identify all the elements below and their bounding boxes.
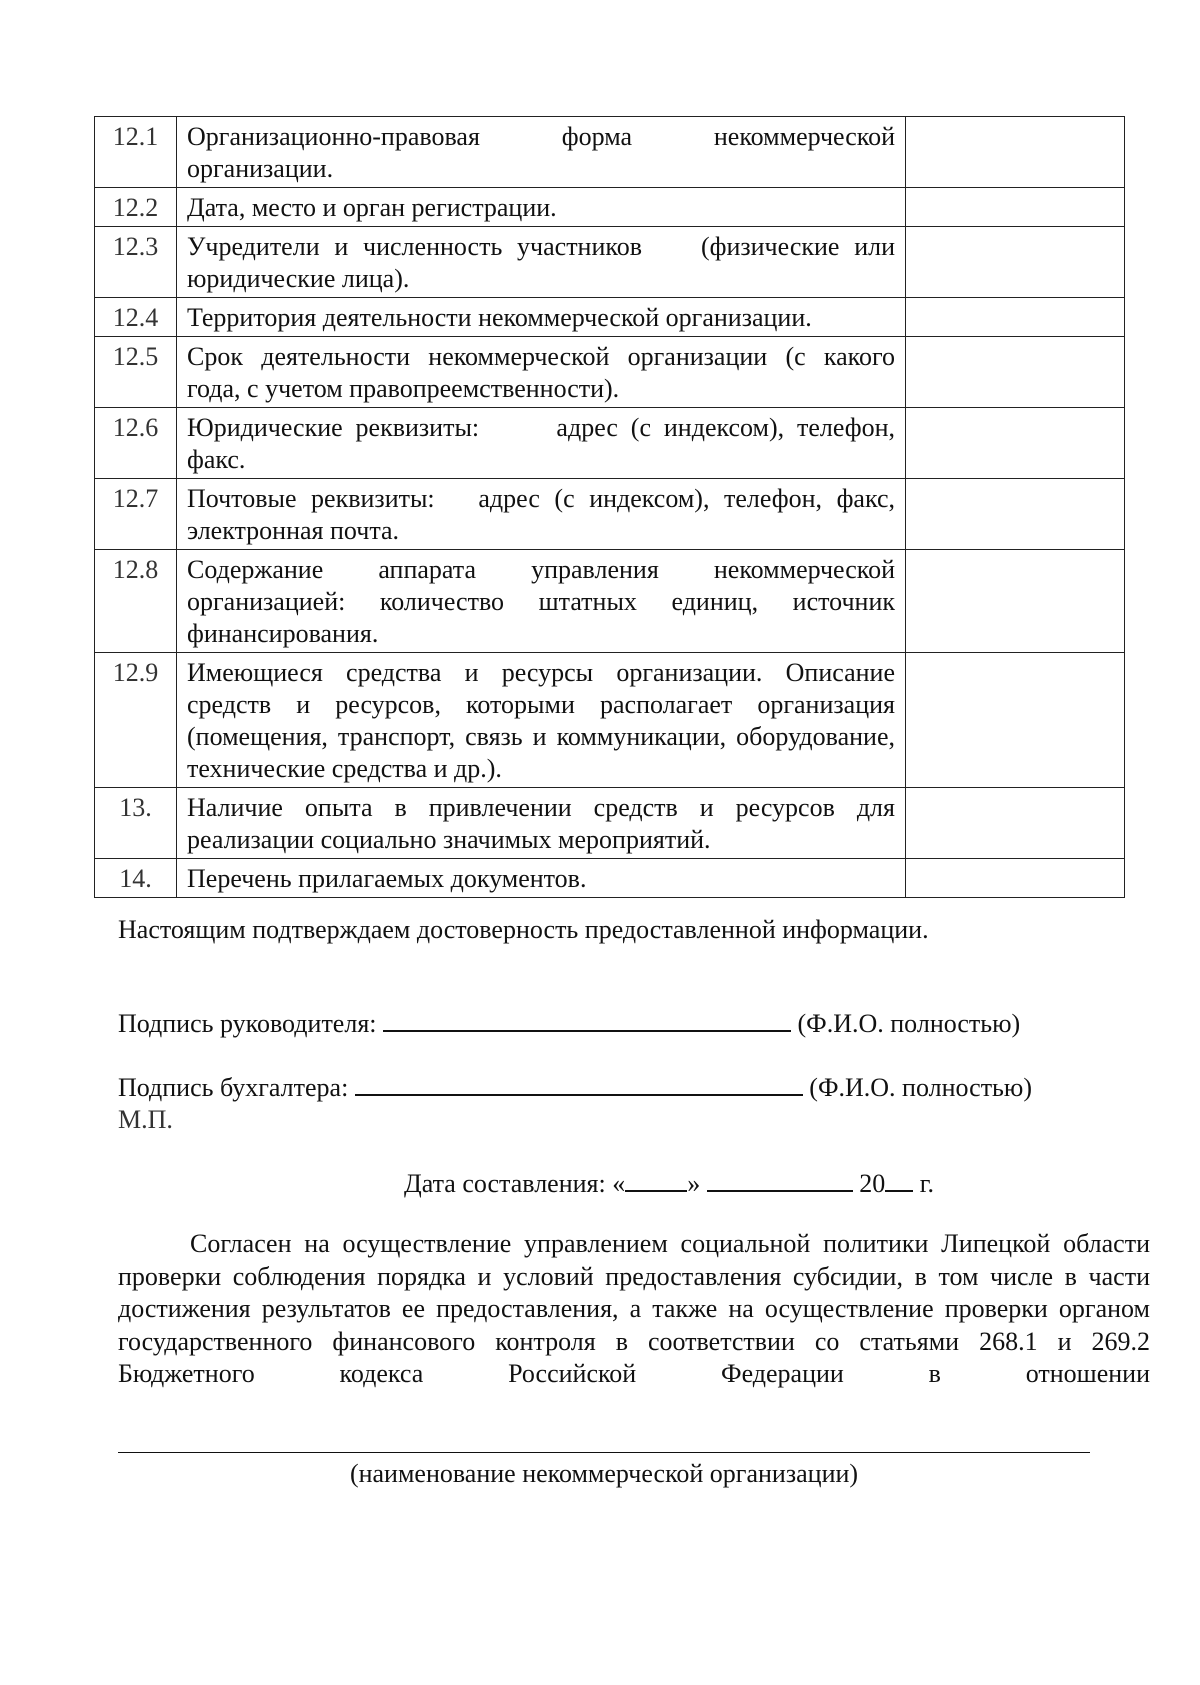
table-row [95, 550, 1125, 653]
consent-paragraph: Согласен на осуществление управлением социальной политики Липецкой области проверки соблюдения порядка и условий предоставления субсидии, в том числе в части достижения результатов ее предоставления, а также на осуществление проверки органом государственного финансового контроля в соответствии со статьями 268.1 и 269.2 Бюджетного кодекса Российской Федерации в отношении [118, 1229, 1150, 1388]
row-value-cell[interactable] [906, 550, 1125, 653]
row-description: Имеющиеся средства и ресурсы организации. Описание средств и ресурсов, которыми располагает организация (помещения, транспорт, связь и коммуникации, оборудование, технические средства и др.). [177, 653, 906, 788]
date-year-suffix: г. [919, 1169, 934, 1198]
table-row [95, 227, 1125, 298]
row-number: 12.3 [95, 227, 177, 298]
row-description: Территория деятельности некоммерческой организации. [177, 298, 906, 337]
table-row [95, 408, 1125, 479]
date-year-prefix: 20 [859, 1169, 886, 1198]
row-value-cell[interactable] [906, 653, 1125, 788]
row-number: 14. [95, 859, 177, 898]
row-number: 12.8 [95, 550, 177, 653]
row-number: 13. [95, 788, 177, 859]
row-value-cell[interactable] [906, 479, 1125, 550]
signature-accountant-field[interactable] [355, 1070, 803, 1096]
row-number: 12.4 [95, 298, 177, 337]
row-description: Срок деятельности некоммерческой организации (с какого года, с учетом правопреемственности). [177, 337, 906, 408]
signature-head-label: Подпись руководителя: [118, 1009, 377, 1038]
table-row [95, 117, 1125, 188]
date-mid: » [687, 1169, 701, 1198]
date-line [404, 1166, 934, 1200]
info-table [94, 116, 1125, 898]
row-description: Дата, место и орган регистрации. [177, 188, 906, 227]
organization-name-caption: (наименование некоммерческой организации) [349, 1459, 859, 1488]
table-row [95, 859, 1125, 898]
organization-name-field[interactable] [118, 1452, 1090, 1453]
row-value-cell[interactable] [906, 227, 1125, 298]
row-description: Почтовые реквизиты: адрес (с индексом), телефон, факс, электронная почта. [177, 479, 906, 550]
confirmation-statement: Настоящим подтверждаем достоверность предоставленной информации. [118, 915, 929, 944]
row-value-cell[interactable] [906, 859, 1125, 898]
row-value-cell[interactable] [906, 408, 1125, 479]
table-row [95, 298, 1125, 337]
row-number: 12.6 [95, 408, 177, 479]
stamp-label: М.П. [118, 1105, 173, 1134]
row-number: 12.9 [95, 653, 177, 788]
table-row [95, 337, 1125, 408]
signature-head-suffix: (Ф.И.О. полностью) [797, 1009, 1021, 1038]
row-description: Организационно-правовая форма некоммерческой организации. [177, 117, 906, 188]
row-number: 12.1 [95, 117, 177, 188]
signature-head-field[interactable] [383, 1006, 791, 1032]
signature-accountant-suffix: (Ф.И.О. полностью) [809, 1073, 1032, 1102]
row-value-cell[interactable] [906, 188, 1125, 227]
signature-head-line [118, 1006, 1020, 1040]
row-description: Учредители и численность участников (физические или юридические лица). [177, 227, 906, 298]
table-row [95, 479, 1125, 550]
row-value-cell[interactable] [906, 337, 1125, 408]
signature-accountant-line [118, 1070, 1032, 1104]
date-day-field[interactable] [625, 1166, 687, 1192]
row-description: Наличие опыта в привлечении средств и ресурсов для реализации социально значимых мероприятий. [177, 788, 906, 859]
date-month-field[interactable] [707, 1166, 853, 1192]
row-value-cell[interactable] [906, 788, 1125, 859]
date-label: Дата составления: « [404, 1169, 626, 1198]
row-number: 12.7 [95, 479, 177, 550]
row-number: 12.5 [95, 337, 177, 408]
table-row [95, 788, 1125, 859]
date-year-field[interactable] [885, 1166, 913, 1192]
table-row [95, 653, 1125, 788]
row-description: Содержание аппарата управления некоммерческой организацией: количество штатных единиц, источник финансирования. [177, 550, 906, 653]
table-row [95, 188, 1125, 227]
row-value-cell[interactable] [906, 117, 1125, 188]
row-description: Перечень прилагаемых документов. [177, 859, 906, 898]
signature-accountant-label: Подпись бухгалтера: [118, 1073, 349, 1102]
row-number: 12.2 [95, 188, 177, 227]
row-description: Юридические реквизиты: адрес (с индексом), телефон, факс. [177, 408, 906, 479]
row-value-cell[interactable] [906, 298, 1125, 337]
